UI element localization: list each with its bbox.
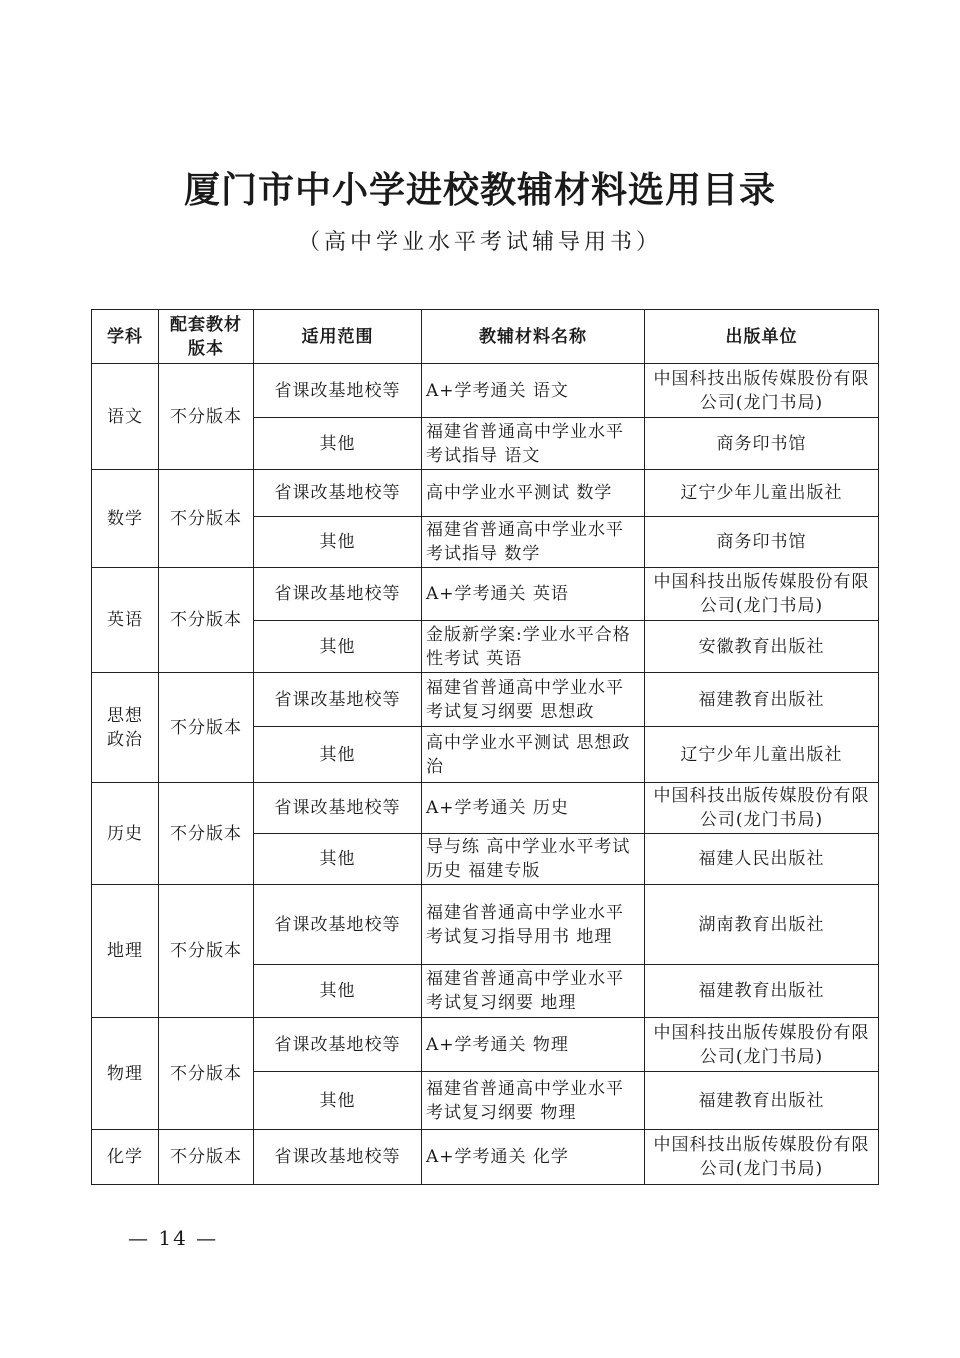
scope-cell: 省课改基地校等 (254, 1018, 422, 1072)
publisher-cell: 福建教育出版社 (645, 673, 879, 727)
edition-cell: 不分版本 (159, 783, 254, 885)
publisher-cell: 商务印书馆 (645, 517, 879, 568)
publisher-cell: 中国科技出版传媒股份有限公司(龙门书局) (645, 364, 879, 418)
subject-cell: 思想政治 (92, 673, 159, 783)
material-name-cell: 福建省普通高中学业水平考试复习纲要 思想政 (422, 673, 645, 727)
material-name-cell: 导与练 高中学业水平考试 历史 福建专版 (422, 834, 645, 885)
scope-cell: 省课改基地校等 (254, 783, 422, 834)
publisher-cell: 安徽教育出版社 (645, 621, 879, 673)
table-row (92, 1130, 879, 1185)
table-row (92, 364, 879, 418)
table-row (92, 568, 879, 621)
table-row (92, 673, 879, 727)
header-subject: 学科 (92, 310, 159, 364)
table-row (92, 470, 879, 517)
scope-cell: 省课改基地校等 (254, 470, 422, 517)
material-name-cell: A+学考通关 历史 (422, 783, 645, 834)
material-name-cell: A+学考通关 语文 (422, 364, 645, 418)
header-material-name: 教辅材料名称 (422, 310, 645, 364)
scope-cell: 省课改基地校等 (254, 568, 422, 621)
material-name-cell: 福建省普通高中学业水平考试复习纲要 物理 (422, 1072, 645, 1130)
table-row (92, 1018, 879, 1072)
material-name-cell: 高中学业水平测试 思想政治 (422, 727, 645, 783)
publisher-cell: 福建教育出版社 (645, 1072, 879, 1130)
publisher-cell: 福建教育出版社 (645, 965, 879, 1018)
scope-cell: 其他 (254, 1072, 422, 1130)
publisher-cell: 中国科技出版传媒股份有限公司(龙门书局) (645, 568, 879, 621)
publisher-cell: 辽宁少年儿童出版社 (645, 470, 879, 517)
material-name-cell: A+学考通关 化学 (422, 1130, 645, 1185)
material-name-cell: A+学考通关 物理 (422, 1018, 645, 1072)
publisher-cell: 辽宁少年儿童出版社 (645, 727, 879, 783)
page-number: — 14 — (128, 1226, 219, 1250)
edition-cell: 不分版本 (159, 673, 254, 783)
edition-cell: 不分版本 (159, 1018, 254, 1130)
page-subtitle: （高中学业水平考试辅导用书） (297, 230, 662, 255)
edition-cell: 不分版本 (159, 470, 254, 568)
publisher-cell: 中国科技出版传媒股份有限公司(龙门书局) (645, 1130, 879, 1185)
table-header-row (92, 310, 879, 364)
header-scope: 适用范围 (254, 310, 422, 364)
material-name-cell: 金版新学案:学业水平合格性考试 英语 (422, 621, 645, 673)
subject-cell: 语文 (92, 364, 159, 470)
publisher-cell: 福建人民出版社 (645, 834, 879, 885)
scope-cell: 省课改基地校等 (254, 885, 422, 965)
material-name-cell: 福建省普通高中学业水平考试复习纲要 地理 (422, 965, 645, 1018)
scope-cell: 其他 (254, 727, 422, 783)
scope-cell: 省课改基地校等 (254, 1130, 422, 1185)
scope-cell: 省课改基地校等 (254, 364, 422, 418)
publisher-cell: 湖南教育出版社 (645, 885, 879, 965)
subject-cell: 化学 (92, 1130, 159, 1185)
edition-cell: 不分版本 (159, 364, 254, 470)
edition-cell: 不分版本 (159, 1130, 254, 1185)
scope-cell: 其他 (254, 418, 422, 470)
subject-cell: 地理 (92, 885, 159, 1018)
scope-cell: 省课改基地校等 (254, 673, 422, 727)
edition-cell: 不分版本 (159, 885, 254, 1018)
publisher-cell: 中国科技出版传媒股份有限公司(龙门书局) (645, 1018, 879, 1072)
header-publisher: 出版单位 (645, 310, 879, 364)
page-title: 厦门市中小学进校教辅材料选用目录 (183, 169, 776, 211)
material-name-cell: 高中学业水平测试 数学 (422, 470, 645, 517)
publisher-cell: 商务印书馆 (645, 418, 879, 470)
subject-cell: 物理 (92, 1018, 159, 1130)
subject-cell: 数学 (92, 470, 159, 568)
scope-cell: 其他 (254, 621, 422, 673)
catalog-table (91, 309, 879, 1185)
table-row (92, 885, 879, 965)
table-row (92, 783, 879, 834)
scope-cell: 其他 (254, 834, 422, 885)
subject-cell: 英语 (92, 568, 159, 673)
publisher-cell: 中国科技出版传媒股份有限公司(龙门书局) (645, 783, 879, 834)
scope-cell: 其他 (254, 517, 422, 568)
edition-cell: 不分版本 (159, 568, 254, 673)
material-name-cell: 福建省普通高中学业水平考试指导 语文 (422, 418, 645, 470)
material-name-cell: 福建省普通高中学业水平考试复习指导用书 地理 (422, 885, 645, 965)
material-name-cell: A+学考通关 英语 (422, 568, 645, 621)
header-edition: 配套教材版本 (159, 310, 254, 364)
scope-cell: 其他 (254, 965, 422, 1018)
material-name-cell: 福建省普通高中学业水平考试指导 数学 (422, 517, 645, 568)
subject-cell: 历史 (92, 783, 159, 885)
